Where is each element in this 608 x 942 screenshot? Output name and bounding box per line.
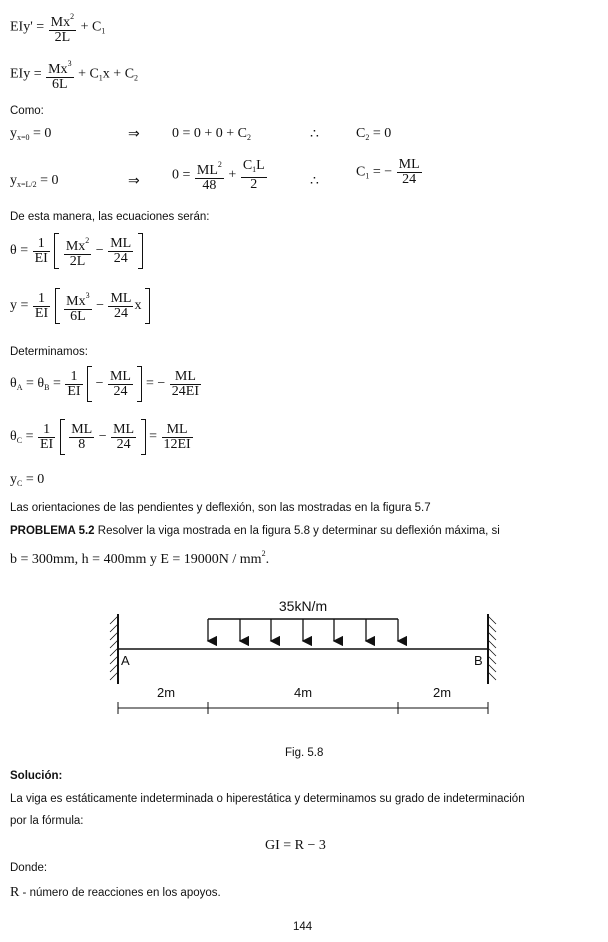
eq-term: ML [109, 368, 131, 384]
eq-term: 2 [250, 177, 258, 192]
eq-term: ML [110, 235, 132, 251]
r-definition [10, 883, 221, 901]
page-number: 144 [293, 921, 313, 933]
eq-term: 0 = 0 + 0 + C [172, 126, 248, 141]
eq-term: 3 [67, 59, 72, 68]
therefore-symbol: ∴ [310, 174, 319, 189]
bc1-lhs [10, 126, 51, 142]
eq-term: θ [10, 376, 17, 392]
fraction [65, 370, 82, 399]
equation-gi: GI = R − 3 [265, 838, 326, 853]
eq-term: = [25, 429, 34, 445]
load-label: 35kN/m [278, 598, 328, 614]
eq-term: + C [80, 19, 102, 35]
equation-theta-c [10, 419, 194, 455]
beam-figure [0, 592, 608, 742]
viga-text-line1: La viga es estáticamente indeterminada o hiperestática y determinamos su grado de indeterminación [10, 793, 525, 805]
bc1-substitution [172, 126, 251, 142]
fraction [162, 423, 193, 452]
eq-term: 6L [52, 77, 68, 92]
right-bracket [138, 233, 143, 269]
eq-term: ML [110, 290, 132, 306]
eq-term: 1 [38, 423, 55, 438]
problema-label: PROBLEMA 5.2 [10, 525, 95, 537]
eq-term: = 0 [372, 126, 392, 141]
bc2-lhs [10, 173, 59, 189]
fraction [241, 159, 267, 192]
eq-term: 24 [116, 436, 131, 452]
eq-term: x + C [102, 66, 135, 82]
eq-term: = [149, 429, 157, 445]
eq-term: = θ [26, 376, 45, 392]
eq-term: ML [71, 421, 93, 437]
eq-term: Mx [66, 293, 86, 309]
eq-term: B [44, 383, 50, 393]
eq-term: − [95, 376, 104, 392]
right-bracket [145, 288, 150, 324]
eq-term: . [265, 552, 270, 567]
eq-term: 24 [113, 383, 128, 399]
equation-y [10, 288, 150, 324]
eq-term: 2 [134, 73, 139, 83]
eq-term: Mx [50, 15, 71, 30]
eq-term: 24 [113, 250, 128, 266]
fraction [108, 370, 133, 399]
eq-term: 2L [69, 253, 86, 269]
fraction [64, 234, 91, 269]
eq-term: − [96, 298, 104, 314]
eq-term: Mx [65, 238, 86, 254]
determinamos-text: Determinamos: [10, 346, 88, 358]
viga-text-line2: por la fórmula: [10, 815, 84, 827]
eq-term: ML [398, 157, 420, 172]
eq-term: 2 [261, 549, 266, 558]
eq-term: 24EI [171, 383, 199, 399]
eq-term: x [134, 298, 142, 314]
eq-term: x=0 [17, 133, 30, 142]
problema-text: Resolver la viga mostrada en la figura 5.8 y determinar su deflexión máxima, si [94, 525, 500, 537]
eq-term: 1 [365, 171, 370, 181]
right-bracket [141, 419, 146, 455]
eq-term: 1 [33, 237, 50, 252]
eq-term: y [10, 472, 17, 487]
eq-term: θ [10, 429, 17, 445]
fraction [46, 57, 73, 92]
eq-term: EI [34, 305, 49, 321]
eq-term: EIy' = [10, 19, 45, 35]
eq-term: 12EI [163, 436, 191, 452]
eq-term: 24 [402, 172, 417, 187]
fraction [33, 292, 50, 321]
eq-term: EI [34, 250, 48, 266]
eq-term: EI [67, 383, 81, 399]
fraction [108, 237, 133, 266]
eq-term: y [10, 173, 17, 188]
eq-term: = 0 [40, 173, 59, 188]
eq-term: 8 [78, 436, 86, 452]
eq-term: + [228, 167, 237, 183]
fraction [111, 423, 136, 452]
therefore-symbol: ∴ [310, 127, 319, 142]
left-bracket [54, 233, 59, 269]
equation-slope-integral [10, 10, 105, 45]
equation-theta-a-b [10, 366, 202, 402]
equation-deflection-integral [10, 57, 138, 92]
eq-term: − [95, 243, 104, 259]
dimension-label-2: 4m [293, 685, 313, 700]
eq-term: x=L/2 [17, 180, 37, 189]
eq-term: C [17, 479, 23, 488]
solucion-heading: Solución: [10, 770, 63, 782]
eq-term: 2 [247, 133, 252, 142]
fraction [108, 292, 133, 321]
r-symbol: R [10, 885, 20, 900]
implies-arrow: ⇒ [128, 127, 140, 142]
eq-term: EIy = [10, 66, 42, 82]
eq-term: Mx [48, 62, 68, 77]
problem-values [10, 549, 269, 568]
eq-term: = − [145, 376, 166, 392]
eq-term: 1 [65, 370, 82, 385]
r-description: - número de reacciones en los apoyos. [19, 887, 221, 899]
dimension-line [118, 702, 488, 714]
eq-term: b = 300mm, h = 400mm y E = 19000N / mm [10, 552, 262, 567]
fixed-support-right [488, 614, 496, 684]
equation-y-c [10, 472, 44, 488]
eq-term: 1 [33, 292, 50, 307]
eq-term: 1 [252, 165, 257, 174]
eq-term: ML [162, 423, 193, 438]
eq-term: y [10, 126, 17, 141]
support-label-b: B [474, 653, 483, 668]
eq-term: θ = [10, 243, 29, 259]
eq-term: ML [113, 421, 135, 437]
bc2-result [356, 158, 423, 187]
fraction [397, 158, 422, 187]
eq-term: 1 [98, 73, 103, 83]
eq-term: C [16, 436, 23, 446]
bc2-substitution [172, 158, 268, 193]
eq-term: 3 [85, 290, 90, 300]
fixed-support-left [110, 614, 118, 684]
eq-term: EI [39, 436, 54, 452]
support-label-a: A [121, 653, 130, 668]
dimension-label-1: 2m [156, 685, 176, 700]
equation-theta [10, 233, 143, 269]
eq-term: L [256, 158, 265, 173]
eq-term: 0 = [172, 167, 191, 183]
eq-term: A [16, 383, 23, 393]
eq-term: − [98, 429, 107, 445]
donde-label: Donde: [10, 862, 48, 874]
fraction [33, 237, 50, 266]
fraction [38, 423, 55, 452]
de-esta-manera-text: De esta manera, las ecuaciones serán: [10, 211, 210, 223]
left-bracket [60, 419, 65, 455]
eq-term: ML [196, 163, 218, 178]
left-bracket [55, 288, 60, 324]
eq-term: 48 [202, 178, 217, 193]
eq-term: 6L [70, 308, 86, 324]
eq-term: ML [170, 370, 201, 385]
eq-term: C [356, 164, 366, 180]
problema-statement [10, 525, 500, 537]
fraction [64, 289, 91, 324]
eq-term: 24 [113, 305, 128, 321]
eq-term: 2 [365, 133, 370, 142]
eq-term: 2 [217, 160, 222, 169]
figure-caption: Fig. 5.8 [285, 747, 324, 759]
eq-term: 2 [70, 12, 75, 21]
dimension-label-3: 2m [432, 685, 452, 700]
eq-term: y = [10, 298, 29, 314]
fraction [170, 370, 201, 399]
distributed-load [208, 619, 398, 641]
eq-term: = − [372, 164, 393, 180]
bc1-result [356, 126, 391, 142]
eq-term: 1 [101, 26, 106, 36]
left-bracket [87, 366, 92, 402]
eq-term: C [242, 158, 253, 173]
como-label: Como: [10, 105, 44, 117]
right-bracket [137, 366, 142, 402]
eq-term: + C [78, 66, 99, 82]
eq-term: 2 [85, 235, 90, 245]
eq-term: = [52, 376, 61, 392]
eq-term: C [356, 126, 366, 141]
eq-term: = 0 [25, 472, 45, 487]
implies-arrow: ⇒ [128, 174, 140, 189]
eq-term: 2L [54, 30, 71, 45]
fraction [49, 10, 76, 45]
eq-term: = 0 [33, 126, 52, 141]
fraction [69, 423, 94, 452]
fraction [195, 158, 224, 193]
orientaciones-text: Las orientaciones de las pendientes y deflexión, son las mostradas en la figura 5.7 [10, 502, 431, 514]
